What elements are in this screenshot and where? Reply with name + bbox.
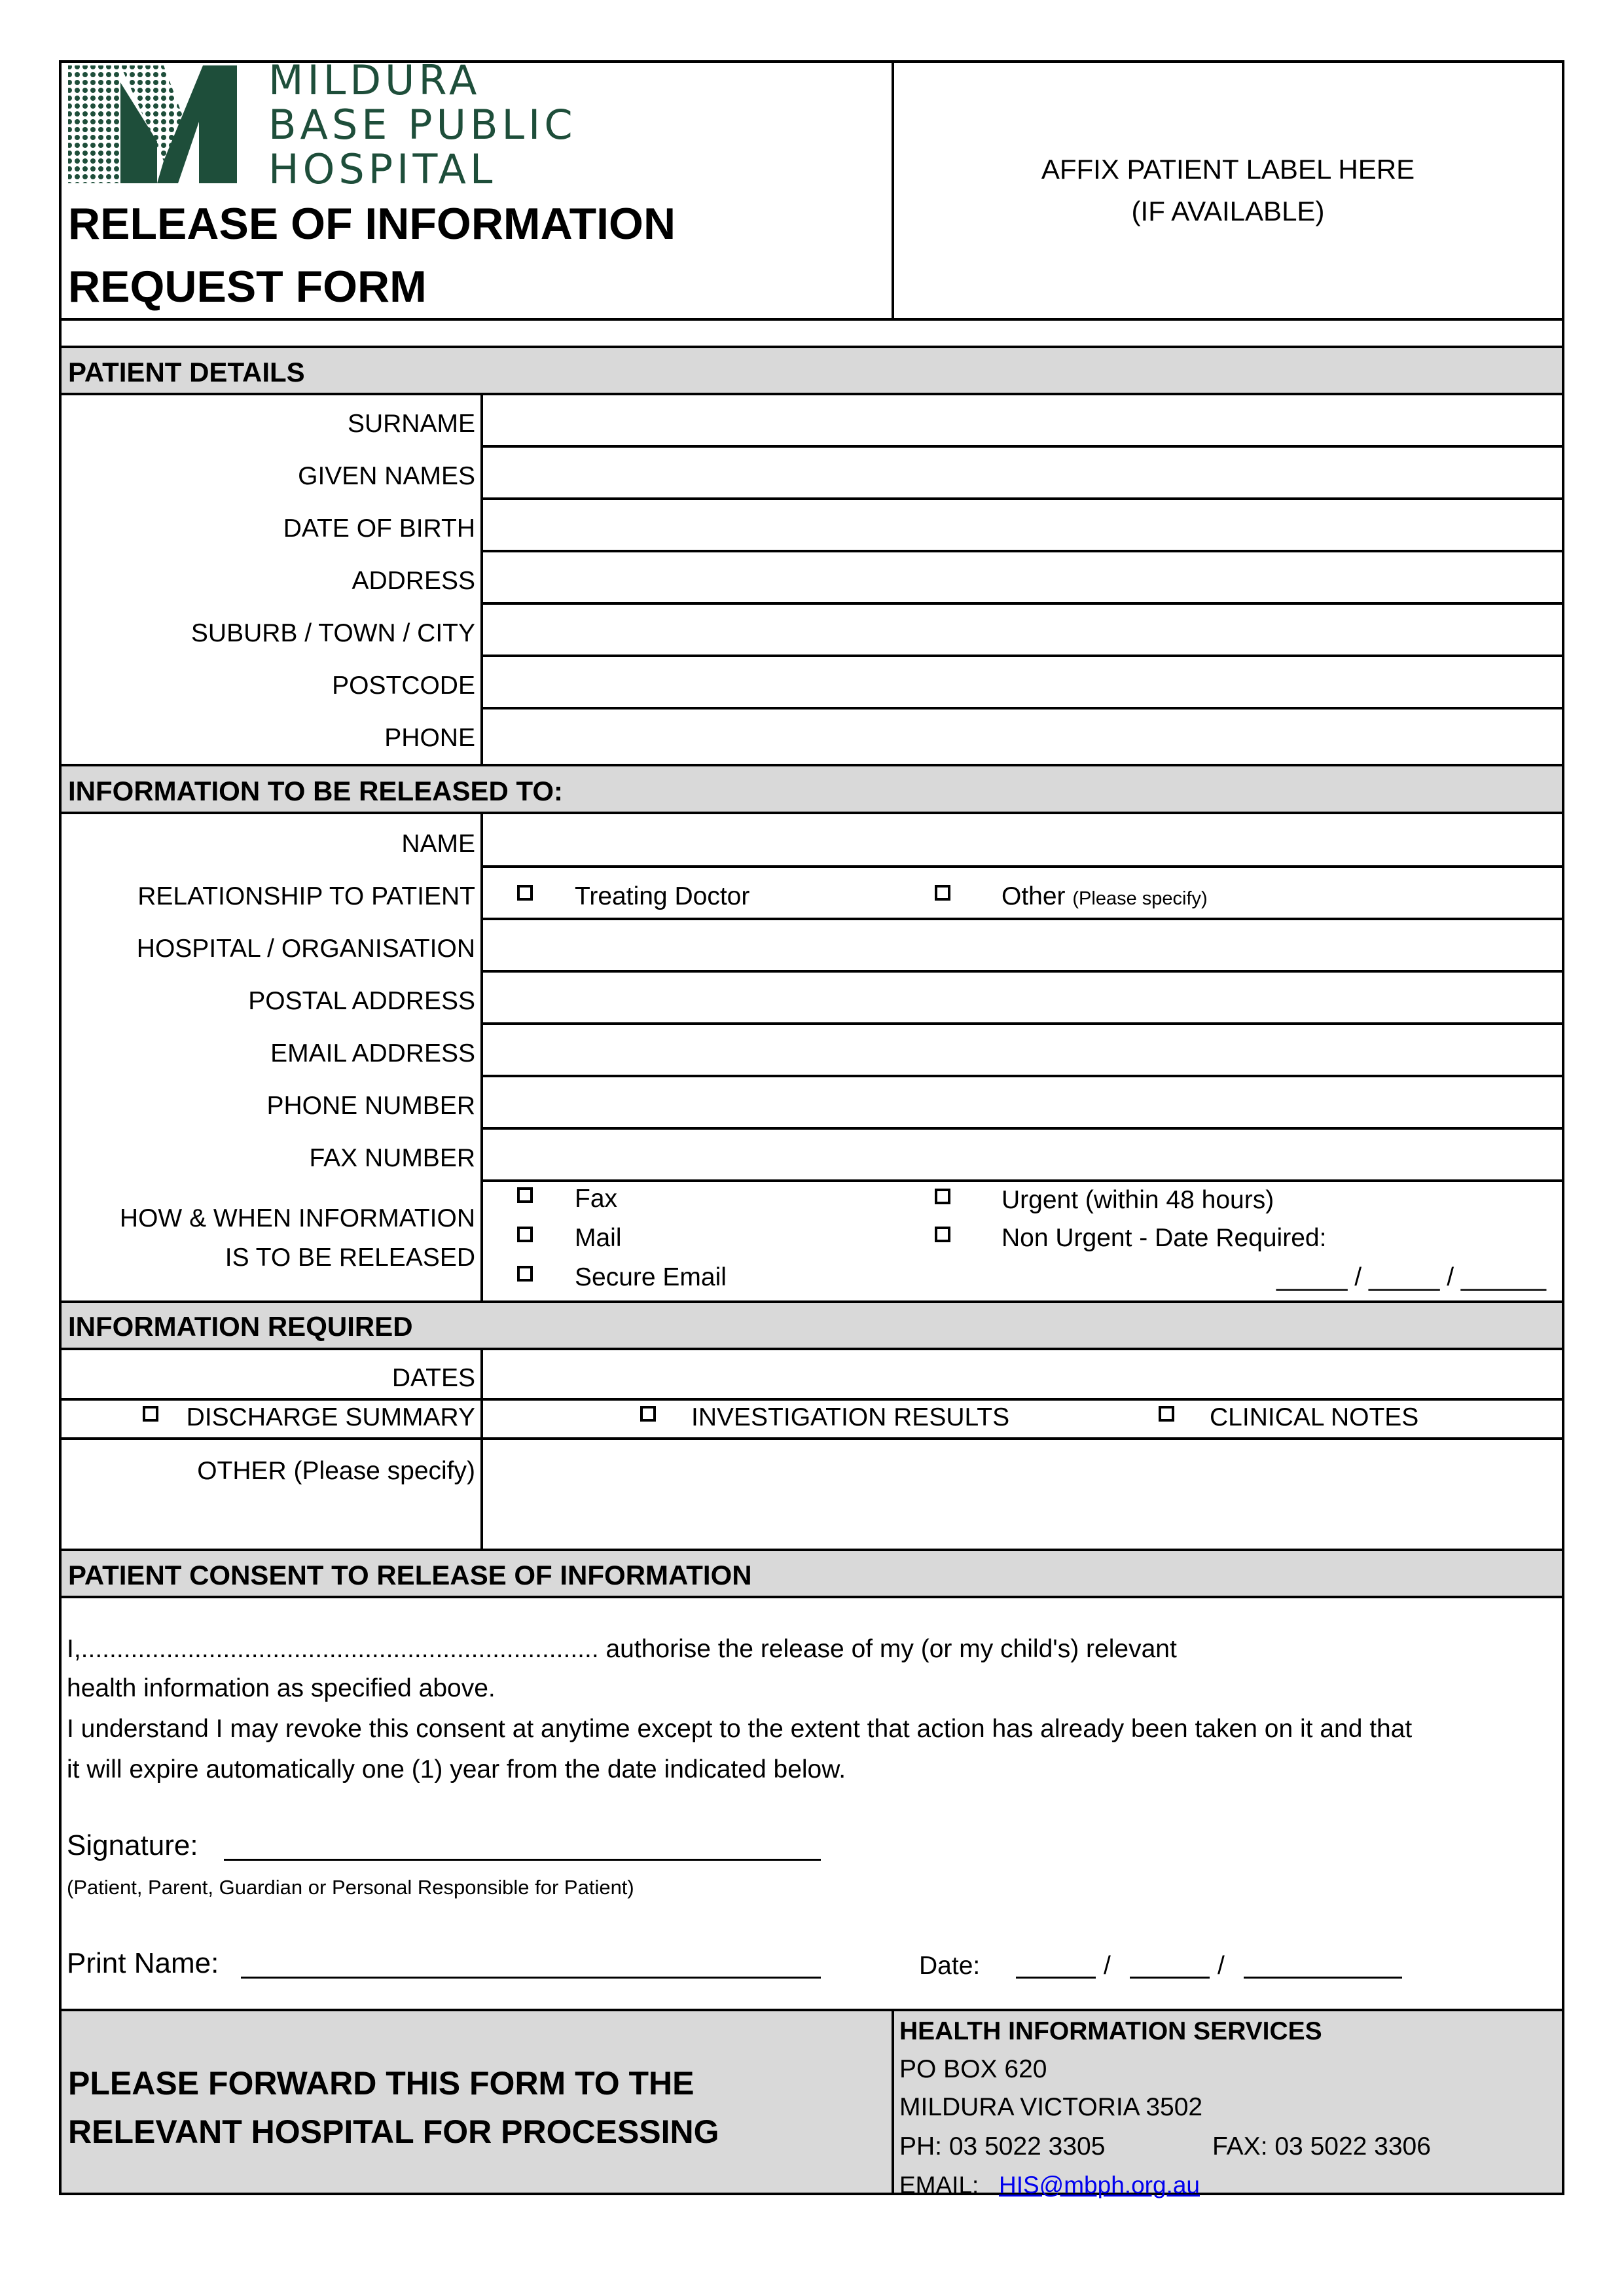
secure-email-checkbox[interactable] [517, 1266, 533, 1282]
secure-email-option-label: Secure Email [575, 1263, 727, 1291]
patient-label-line-2: (IF AVAILABLE) [1131, 196, 1325, 226]
patient-field-input[interactable] [483, 448, 1562, 497]
date-separator-2: / [1218, 1952, 1225, 1980]
patient-field-label: GIVEN NAMES [298, 462, 475, 490]
mail-option-label: Mail [575, 1224, 622, 1252]
signature-label: Signature: [67, 1829, 198, 1861]
patient-field-input[interactable] [483, 605, 1562, 655]
clinical-notes-label: CLINICAL NOTES [1210, 1403, 1419, 1431]
non-urgent-checkbox[interactable] [935, 1227, 950, 1242]
treating-doctor-checkbox[interactable] [517, 885, 533, 901]
patient-field-label: ADDRESS [352, 567, 475, 595]
logo-line-2: BASE PUBLIC [268, 101, 577, 149]
discharge-summary-checkbox[interactable] [143, 1406, 158, 1422]
footer-org-name: HEALTH INFORMATION SERVICES [899, 2017, 1322, 2045]
form-title-line-2: REQUEST FORM [68, 262, 427, 312]
patient-field-input[interactable] [483, 657, 1562, 707]
release-to-heading: INFORMATION TO BE RELEASED TO: [68, 776, 564, 806]
signature-note: (Patient, Parent, Guardian or Personal Responsible for Patient) [67, 1876, 634, 1899]
footer-city: MILDURA VICTORIA 3502 [899, 2093, 1203, 2121]
hospital-org-label: HOSPITAL / ORGANISATION [136, 935, 475, 963]
phone-number-label: PHONE NUMBER [266, 1092, 475, 1120]
date-label: Date: [919, 1952, 981, 1980]
patient-field-label: SURNAME [347, 410, 475, 438]
fax-checkbox[interactable] [517, 1187, 533, 1203]
other-required-label: OTHER (Please specify) [197, 1457, 475, 1485]
consent-text-line-4: it will expire automatically one (1) year from the date indicated below. [67, 1755, 846, 1784]
mail-checkbox[interactable] [517, 1227, 533, 1242]
forward-instruction-line-1: PLEASE FORWARD THIS FORM TO THE [68, 2065, 695, 2102]
logo-line-3: HOSPITAL [268, 145, 497, 193]
print-name-label: Print Name: [67, 1947, 219, 1979]
hospital-logo-icon [65, 63, 262, 187]
investigation-results-label: INVESTIGATION RESULTS [691, 1403, 1010, 1431]
how-when-label-1: HOW & WHEN INFORMATION [119, 1204, 475, 1232]
info-required-heading: INFORMATION REQUIRED [68, 1311, 413, 1342]
non-urgent-option-label: Non Urgent - Date Required: [1001, 1224, 1327, 1252]
fax-option-label: Fax [575, 1185, 618, 1213]
footer-po-box: PO BOX 620 [899, 2055, 1047, 2083]
patient-field-input[interactable] [483, 552, 1562, 602]
investigation-results-checkbox[interactable] [640, 1406, 656, 1422]
print-name-line[interactable] [241, 1977, 821, 1979]
patient-field-input[interactable] [483, 709, 1562, 759]
forward-instruction-line-2: RELEVANT HOSPITAL FOR PROCESSING [68, 2113, 719, 2150]
urgent-checkbox[interactable] [935, 1189, 950, 1204]
treating-doctor-label: Treating Doctor [575, 882, 750, 910]
patient-field-input[interactable] [483, 500, 1562, 550]
required-date-field[interactable]: _____ / _____ / ______ [1276, 1263, 1547, 1291]
date-month-line[interactable] [1130, 1977, 1210, 1979]
consent-text-line-1: I,......................................................................... authorise the release of my (or my child's) relevant [67, 1635, 1177, 1663]
logo-line-1: MILDURA [268, 56, 481, 104]
consent-heading: PATIENT CONSENT TO RELEASE OF INFORMATION [68, 1560, 752, 1590]
patient-field-label: PHONE [384, 724, 475, 752]
footer-band [62, 2011, 1562, 2193]
date-separator-1: / [1104, 1952, 1111, 1980]
patient-field-input[interactable] [483, 395, 1562, 445]
footer-email-label: EMAIL: [899, 2172, 979, 2198]
date-day-line[interactable] [1016, 1977, 1096, 1979]
clinical-notes-checkbox[interactable] [1159, 1406, 1174, 1422]
date-year-line[interactable] [1244, 1977, 1402, 1979]
footer-phone: PH: 03 5022 3305 [899, 2132, 1106, 2161]
patient-field-label: POSTCODE [332, 672, 475, 700]
fax-number-label: FAX NUMBER [309, 1144, 475, 1172]
consent-text-line-2: health information as specified above. [67, 1674, 496, 1702]
patient-label-line-1: AFFIX PATIENT LABEL HERE [1041, 154, 1415, 185]
other-relationship-label: Other (Please specify) [1001, 882, 1208, 910]
please-specify-note: (Please specify) [1072, 888, 1208, 909]
other-relationship-checkbox[interactable] [935, 885, 950, 901]
footer-fax: FAX: 03 5022 3306 [1212, 2132, 1431, 2161]
patient-field-label: SUBURB / TOWN / CITY [190, 619, 475, 647]
postal-address-label: POSTAL ADDRESS [248, 987, 475, 1015]
signature-line[interactable] [224, 1859, 821, 1861]
email-address-label: EMAIL ADDRESS [270, 1039, 475, 1067]
patient-details-heading: PATIENT DETAILS [68, 357, 305, 387]
form-title-line-1: RELEASE OF INFORMATION [68, 199, 676, 249]
how-when-label-2: IS TO BE RELEASED [225, 1244, 475, 1272]
urgent-option-label: Urgent (within 48 hours) [1001, 1186, 1274, 1214]
footer-email-link[interactable]: HIS@mbph.org.au [999, 2172, 1200, 2198]
dates-label: DATES [391, 1364, 475, 1392]
release-name-label: NAME [401, 830, 475, 858]
discharge-summary-label: DISCHARGE SUMMARY [186, 1403, 475, 1431]
patient-field-label: DATE OF BIRTH [283, 514, 475, 543]
relationship-label: RELATIONSHIP TO PATIENT [137, 882, 475, 910]
consent-text-line-3: I understand I may revoke this consent at anytime except to the extent that action has already been taken on it and that [67, 1715, 1413, 1743]
